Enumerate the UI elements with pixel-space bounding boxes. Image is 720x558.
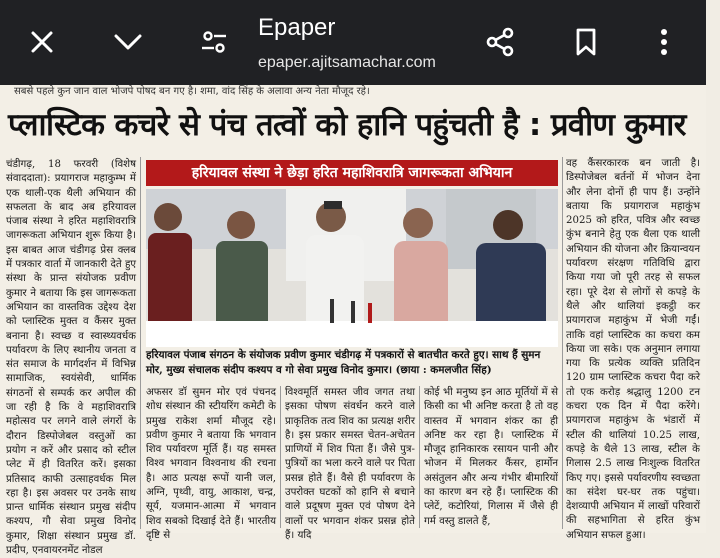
close-icon <box>28 28 56 56</box>
more-options-button[interactable] <box>644 22 684 62</box>
more-vert-icon <box>659 27 669 57</box>
photo-caption: हरियावल पंजाब संगठन के संयोजक प्रवीण कुमार चंडीगढ़ में पत्रकारों से बातचीत करते हुए। साथ हैं सुमन मोर, मुख्य संचालक संदीप कश्यप व गो सेवा प्रमुख विनोद कुमार। (छाया : कमलजीत सिंह) <box>146 349 541 376</box>
page-info-button[interactable] <box>194 22 234 62</box>
column-divider <box>562 157 563 529</box>
article-subheadline-banner: हरियावल संस्था ने छेड़ा हरित महाशिवरात्रि जागरूकता अभियान <box>146 160 558 186</box>
previous-article-cut-text: सबसे पहले कुन जान वाल भोजपे पोषद बन गए है। शमा, वांद सिंह के अलावा अन्य नेता मौजूद रहे। <box>14 86 370 97</box>
column-divider <box>140 157 141 529</box>
article-column-mid-3: कोई भी मनुष्य इन आठ मूर्तियों में से किसी का भी अनिष्ट करता है तो वह वास्तव में भगवान शंकर का ही अनिष्ट कर रहा है। प्लास्टिक में मौजूद हानिकारक रसायन पानी और भोजन में मिलकर कैंसर, हार्मोन असंतुलन और अन्य गंभीर बीमारियों का कारण बन रहे हैं। प्लास्टिक की प्लेटें, कटोरियां, गिलास में जैसे ही गर्म वस्तु डालते हैं, <box>424 387 558 527</box>
article-headline: प्लास्टिक कचरे से पंच तत्वों को हानि पहुंचती है : प्रवीण कुमार <box>8 107 686 143</box>
press-conference-photo[interactable] <box>146 189 558 347</box>
close-button[interactable] <box>22 22 62 62</box>
column-divider <box>419 386 420 528</box>
bookmark-button[interactable] <box>566 22 606 62</box>
share-icon <box>484 26 516 58</box>
app-bar <box>0 0 706 85</box>
column-divider <box>280 386 281 528</box>
epaper-page[interactable] <box>0 85 706 557</box>
share-button[interactable] <box>480 22 520 62</box>
article-column-left: चंडीगढ़, 18 फरवरी (विशेष संवाददाता): प्रयागराज महाकुम्भ में एक थाली-एक थैली अभियान की सफलता के बाद अब हरियावल पंजाब संस्था ने हरित महाशिवरात्रि जागरूकता अभियान शुरू किया है। इस बाबत आज चंडीगढ़ प्रेस क्लब में पत्रकार वार्ता में जानकारी देते हुए संस्था के प्रान्त संयोजक प्रवीण कुमार ने बताया कि इस जागरूकता अभियान का वास्तविक उद्देश्य देश को प्लास्टिक मुक्त व कैंसर मुक्त बनाना है। स्वच्छ व स्वास्थ्यवर्धक पर्यावरण के लिए स्थानीय जनता व संत समाज के मार्गदर्शन में विभिन्न सामाजिक, स्वयंसेवी, धार्मिक संगठनों से सम्पर्क कर अपील की जा रही है कि वे महाशिवरात्रि महोत्सव पर लगने वाले लंगरों के दौरान डिस्पोजेबल वस्तुओं का प्रयोग न करें और प्रसाद को स्टील प्लेट में ही वितरित करें। इसका प्रतिसाद काफी उत्साहवर्धक मिल रहा है। इस अवसर पर उनके साथ प्रान्त धार्मिक संस्थान प्रमुख संदीप कश्यप, गौ सेवा प्रमुख विनोद कुमार, शिक्षा संस्थान प्रमुख डॉ. प्रदीप, एनवायरनमेंट नोडल <box>6 159 136 557</box>
bookmark-icon <box>574 27 598 57</box>
photo-illustration <box>146 189 558 347</box>
tune-icon <box>199 29 229 55</box>
article-column-mid-2: विश्वमूर्ति समस्त जीव जगत तथा इसका पोषण संवर्धन करने वाले प्राकृतिक तत्व शिव का प्रत्यक्ष शरीर है। इस प्रकार समस्त चेतन-अचेतन प्राणियों में शिव पिता हैं। जैसे पुत्र-पुत्रियों का भला करने वाले पर पिता प्रसन्न होते हैं। वैसे ही पर्यावरण के उपरोक्त घटकों को हानि से बचाने वाले प्रदूषण मुक्त एवं पोषण देने वालों पर भगवान शंकर प्रसन्न होते हैं। यदि <box>285 387 415 541</box>
article-column-right: वह कैंसरकारक बन जाती है। डिस्पोजेबल बर्तनों में भोजन देना और लेना दोनों ही पाप हैं। उन्होंने बताया कि प्रयागराज महाकुंभ 2025 को हरित, पवित्र और स्वच्छ कुंभ बनाने हेतु एक थैला एक थाली अभियान की योजना और क्रियान्वयन पर्यावरण संरक्षण गतिविधि द्वारा किया गया जो पूरी तरह से सफल रहा। पूरे देश से लोगों से कपड़े के थैले और थालियां इकट्ठी कर प्रयागराज महाकुंभ में भेजी गईं। ताकि वहां प्लास्टिक का कचरा कम किया जा सके। एक अनुमान लगाया गया कि प्रत्येक व्यक्ति प्रतिदिन 120 ग्राम प्लास्टिक कचरा पैदा करे तो एक करोड़ श्रद्धालु 1200 टन कचरा एक दिन में पैदा करेंगे। प्रयागराज महाकुंभ के भंडारों में स्टील की थालियां 10.25 लाख, कपड़े के थैले 13 लाख, स्टील के गिलास 2.5 लाख निःशुल्क वितरित किए गए। इससे पर्यावरणीय स्वच्छता का संदेश घर-घर तक पहुंचा। देशव्यापी अभियान में लाखों परिवारों की सहभागिता से हरित कुंभ अभियान सफल हुआ। <box>566 158 700 541</box>
page-url[interactable]: epaper.ajitsamachar.com <box>258 54 436 71</box>
collapse-button[interactable] <box>108 22 148 62</box>
article-column-mid-1: अफसर डॉ सुमन मोर एवं पंचनद शोध संस्थान की स्टीयरिंग कमेटी के प्रमुख राकेश शर्मा मौजूद रहे। प्रवीण कुमार ने बताया कि भगवान शिव पर्यावरण मूर्ति हैं। यह समस्त विश्व भगवान विश्वनाथ की रचना है। आठ प्रत्यक्ष रूपों यानी जल, अग्नि, पृथ्वी, वायु, आकाश, चन्द्र, सूर्य, यजमान-आत्मा में भगवान शिव सबको दिखाई देते हैं। भारतीय दृष्टि से <box>146 387 276 541</box>
app-title: Epaper <box>258 14 336 41</box>
chevron-down-icon <box>113 32 143 52</box>
